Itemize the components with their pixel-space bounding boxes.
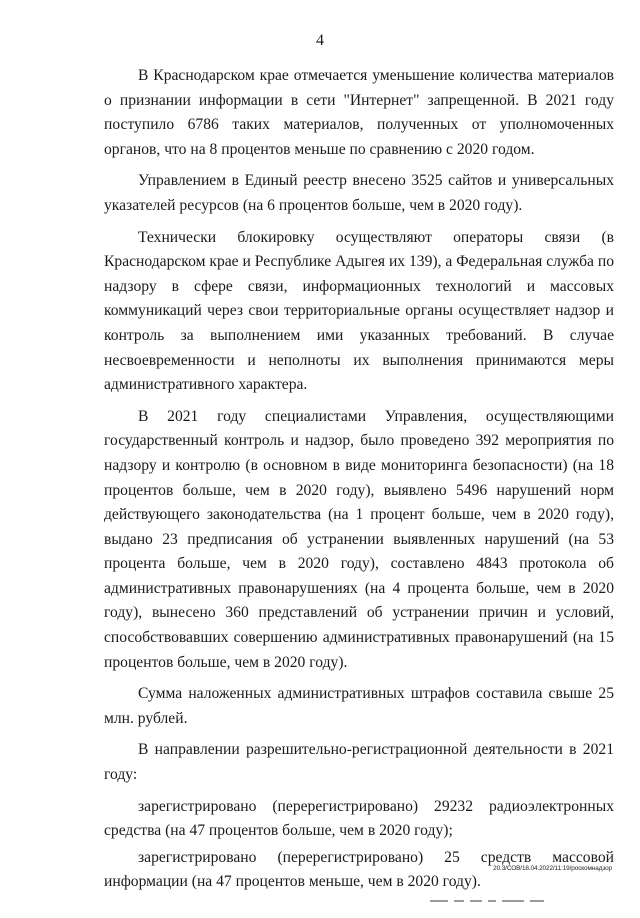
document-body <box>104 64 614 897</box>
paragraph-fines: Сумма наложенных административных штрафов составила свыше 25 млн. рублей. <box>104 685 614 727</box>
paragraph-unified-registry: Управлением в Единый реестр внесено 3525 сайтов и универсальных указателей ресурсов (на 6 процентов больше, чем в 2020 году). <box>104 172 614 214</box>
paragraph-blocking: Технически блокировку осуществляют операторы связи (в Краснодарском крае и Республике Адыгея их 139), а Федеральная служба по надзору в сфере связи, информационных технологий и массовых коммуникаций через свои территориальные органы осуществляет надзор и контроль за выполнением ими указанных требований. В случае несвоевременности и неполноты их выполнения принимаются меры административного характера. <box>104 228 614 394</box>
paragraph-control-supervision: В 2021 году специалистами Управления, осуществляющими государственный контроль и надзор, было проведено 392 мероприятия по надзору и контролю (в основном в виде мониторинга безопасности) (на 18 процентов больше, чем в 2020 году), выявлено 5496 нарушений норм действующего законодательства (на 1 процент больше, чем в 2020 году), выдано 23 предписания об устранении выявленных нарушений (на 53 процента больше, чем в 2020 году), составлено 4843 протокола об административных правонарушениях (на 4 процента больше, чем в 2020 году), вынесено 360 представлений об устранении причин и условий, способствовавших совершению административных правонарушений (на 15 процентов больше, чем в 2020 году). <box>104 407 614 671</box>
paragraph-mass-media: зарегистрировано (перерегистрировано) 25 средств массовой информации (на 47 процентов меньше, чем в 2020 году). <box>104 848 614 891</box>
paragraph-radio-devices: зарегистрировано (перерегистрировано) 29232 радиоэлектронных средства (на 47 процентов больше, чем в 2020 году); <box>104 797 614 840</box>
paragraph-internet-materials: В Краснодарском крае отмечается уменьшение количества материалов о признании информации в сети "Интернет" запрещенной. В 2021 году поступило 6786 таких материалов, полученных от уполномоченных органов, что на 8 процентов меньше по сравнению с 2020 годом. <box>104 67 614 158</box>
paragraph-licensing-intro: В направлении разрешительно-регистрационной деятельности в 2021 году: <box>104 741 614 784</box>
footer-stamp: 20.3/СОВ/18.04.2022/11:19/роскомнадзор <box>493 865 612 872</box>
page-number: 4 <box>316 32 324 49</box>
footer-scan-marks <box>430 900 630 903</box>
